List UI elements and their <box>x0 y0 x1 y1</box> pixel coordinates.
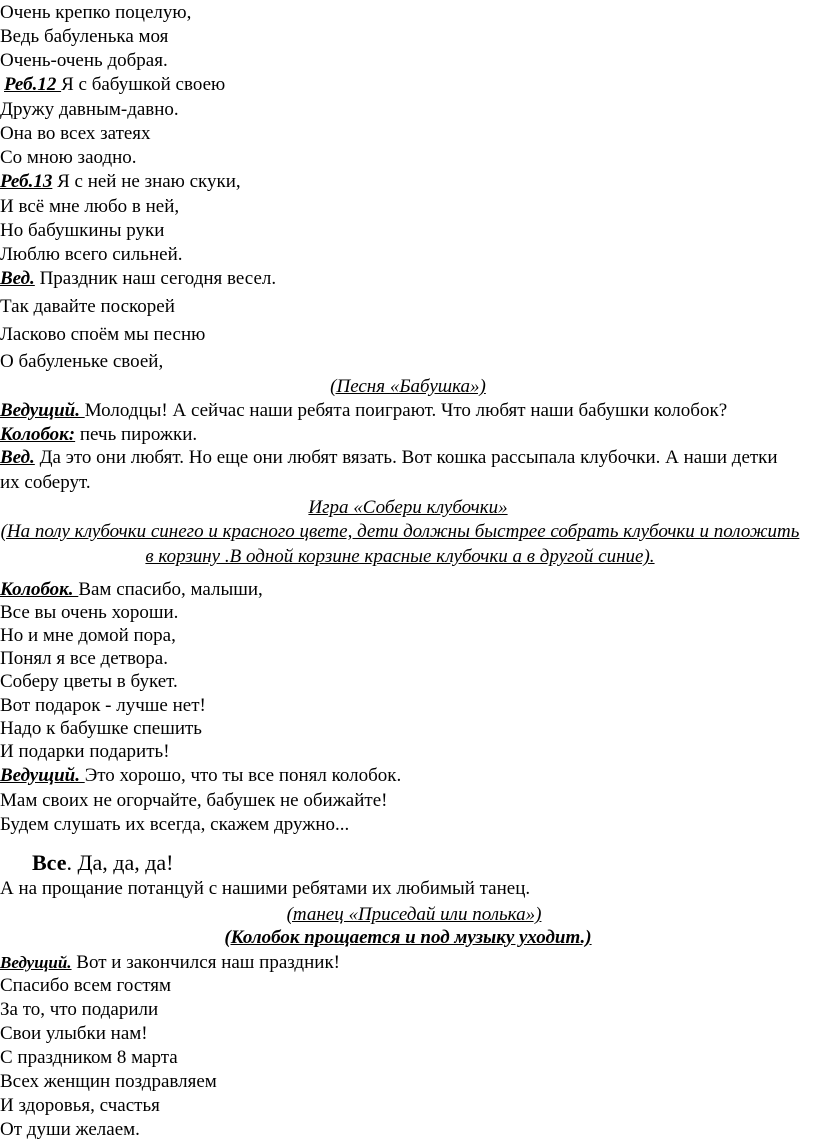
line-text: Праздник наш сегодня весел. <box>34 268 277 289</box>
poem-line: Вот подарок - лучше нет! <box>0 695 206 716</box>
poem-line: За то, что подарили <box>0 999 159 1020</box>
poem-line: От души желаем. <box>0 1119 140 1140</box>
reb12-line <box>0 74 225 96</box>
poem-line: Она во всех затеях <box>0 123 151 144</box>
speaker-label: Реб.12 <box>4 74 62 95</box>
poem-line: Спасибо всем гостям <box>0 975 172 996</box>
poem-line: Всех женщин поздравляем <box>0 1071 217 1092</box>
kolobok-leaves-note: (Колобок прощается и под музыку уходит.) <box>224 927 592 948</box>
poem-line: О бабуленьке своей, <box>0 351 164 372</box>
speaker-label: Вед. <box>0 447 35 468</box>
poem-line: Ведь бабуленька моя <box>0 26 169 47</box>
poem-line: Понял я все детвора. <box>0 648 168 669</box>
poem-line: Люблю всего сильней. <box>0 244 183 265</box>
poem-line: Дружу давным-давно. <box>0 99 179 120</box>
vedushchiy-line <box>0 765 401 787</box>
paragraph-text: Да это они любят. Но еще они любят вязать. Вот кошка рассыпала клубочки. А наши детки их соберут. <box>0 447 778 493</box>
poem-line: Со мною заодно. <box>0 147 137 168</box>
ved-line <box>0 268 276 290</box>
poem-line: Свои улыбки нам! <box>0 1023 148 1044</box>
poem-line: Соберу цветы в букет. <box>0 671 178 692</box>
speaker-label: Все <box>32 850 67 875</box>
dance-title: (танец «Приседай или полька») <box>286 904 542 925</box>
poem-line: Ласково споём мы песню <box>0 324 206 345</box>
line-text: Это хорошо, что ты все понял колобок. <box>84 765 402 786</box>
poem-line: Но и мне домой пора, <box>0 625 176 646</box>
speaker-label: Ведущий. <box>0 953 72 972</box>
poem-line: И подарки подарить! <box>0 741 170 762</box>
poem-line: Мам своих не огорчайте, бабушек не обижайте! <box>0 790 388 811</box>
speaker-label: Ведущий. <box>0 765 85 786</box>
vedushchiy-line <box>0 952 340 974</box>
poem-line: Очень крепко поцелую, <box>0 2 192 23</box>
vedushchiy-line <box>0 400 727 422</box>
speaker-label: Колобок: <box>0 424 76 445</box>
poem-line: Надо к бабушке спешить <box>0 718 202 739</box>
farewell-line: А на прощание потанцуй с нашими ребятами их любимый танец. <box>0 878 531 899</box>
line-text: Я с ней не знаю скуки, <box>52 171 241 192</box>
kolobok-line <box>0 579 263 601</box>
speaker-label: Ведущий. <box>0 400 85 421</box>
line-text: печь пирожки. <box>75 424 198 445</box>
game-title: Игра «Собери клубочки» <box>308 497 508 518</box>
poem-line: Так давайте поскорей <box>0 296 175 317</box>
game-note: (На полу клубочки синего и красного цвете, дети должны быстрее собрать клубочки и положить в корзину .В одной корзине красные клубочки а в другой синие). <box>0 521 800 567</box>
poem-line: Все вы очень хороши. <box>0 602 179 623</box>
line-text: Вот и закончился наш праздник! <box>71 952 340 973</box>
line-text: . Да, да, да! <box>66 850 174 875</box>
poem-line: Очень-очень добрая. <box>0 50 168 71</box>
line-text: Вам спасибо, малыши, <box>78 579 263 600</box>
all-line <box>32 850 174 876</box>
reb13-line <box>0 171 241 193</box>
poem-line: И здоровья, счастья <box>0 1095 160 1116</box>
poem-line: Будем слушать их всегда, скажем дружно... <box>0 814 350 835</box>
kolobok-line <box>0 424 197 446</box>
line-text: Я с бабушкой своею <box>61 74 226 95</box>
poem-line: С праздником 8 марта <box>0 1047 178 1068</box>
speaker-label: Реб.13 <box>0 171 53 192</box>
ved-paragraph <box>0 445 800 495</box>
line-text: Молодцы! А сейчас наши ребята поиграют. Что любят наши бабушки колобок? <box>84 400 728 421</box>
song-title: (Песня «Бабушка») <box>330 376 486 397</box>
poem-line: Но бабушкины руки <box>0 220 165 241</box>
speaker-label: Вед. <box>0 268 35 289</box>
speaker-label: Колобок. <box>0 579 79 600</box>
poem-line: И всё мне любо в ней, <box>0 196 180 217</box>
